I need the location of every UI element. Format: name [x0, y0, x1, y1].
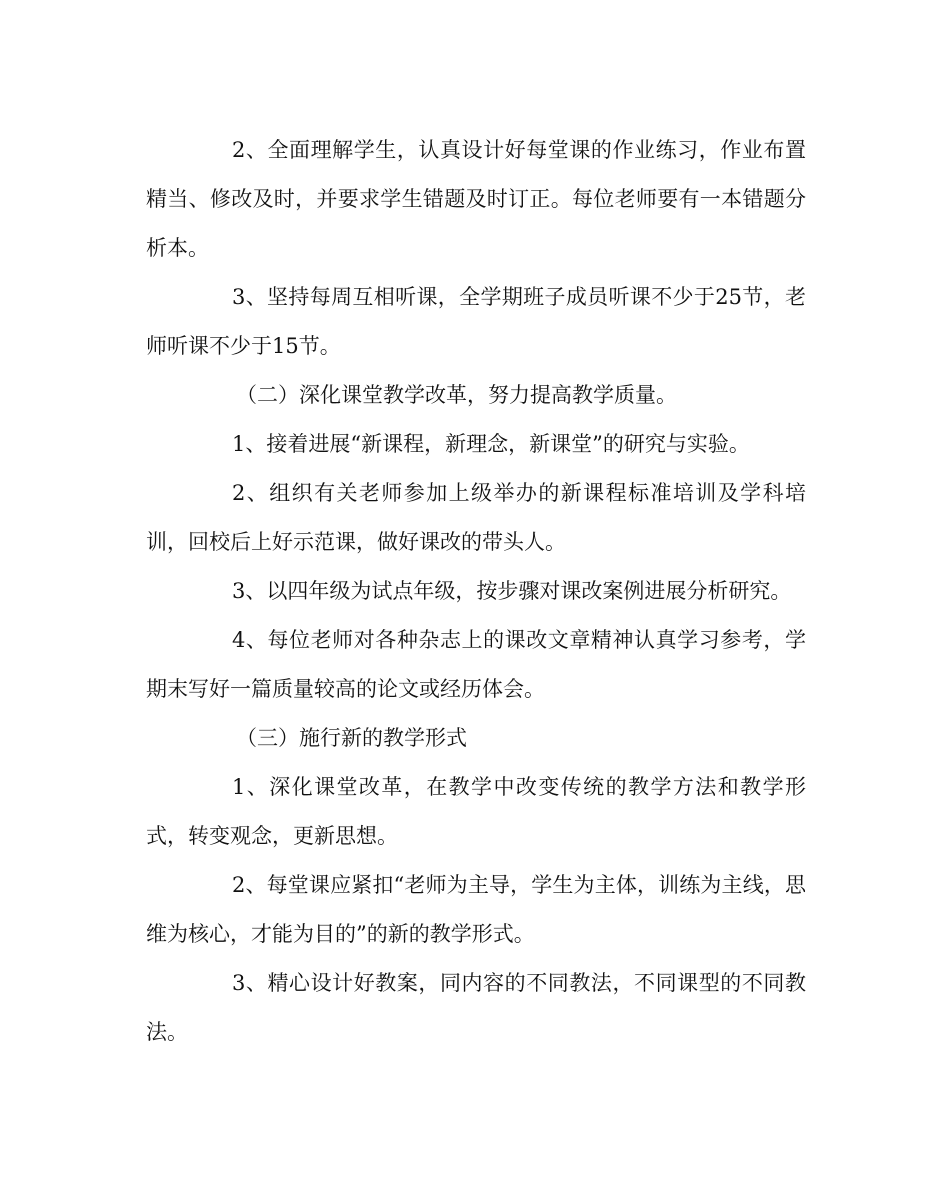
paragraph-new-curriculum: 1、接着进展“新课程，新理念，新课堂”的研究与实验。	[232, 432, 750, 456]
paragraph-study-articles: 4、每位老师对各种杂志上的课改文章精神认真学习参考，学期末写好一篇质量较高的论文或经历体会。	[146, 628, 806, 701]
paragraph-classroom-reform: 1、深化课堂改革，在教学中改变传统的教学方法和教学形式，转变观念，更新思想。	[146, 775, 806, 848]
paragraph-teaching-form: 2、每堂课应紧扣“老师为主导，学生为主体，训练为主线，思维为核心，才能为目的”的新的教学形式。	[146, 873, 806, 946]
section-heading-3: （三）施行新的教学形式	[236, 726, 467, 750]
paragraph-pilot-grade: 3、以四年级为试点年级，按步骤对课改案例进展分析研究。	[232, 579, 792, 603]
paragraph-training: 2、组织有关老师参加上级举办的新课程标准培训及学科培训，回校后上好示范课，做好课改的带头人。	[146, 481, 806, 554]
paragraph-lesson-plans: 3、精心设计好教案，同内容的不同教法，不同课型的不同教法。	[146, 971, 806, 1044]
document-body	[146, 126, 806, 1057]
paragraph-lesson-observation: 3、坚持每周互相听课，全学期班子成员听课不少于25节，老师听课不少于15节。	[146, 285, 806, 358]
section-heading-2: （二）深化课堂教学改革，努力提高教学质量。	[236, 383, 677, 407]
paragraph-homework: 2、全面理解学生，认真设计好每堂课的作业练习，作业布置精当、修改及时，并要求学生错题及时订正。每位老师要有一本错题分析本。	[146, 138, 806, 260]
